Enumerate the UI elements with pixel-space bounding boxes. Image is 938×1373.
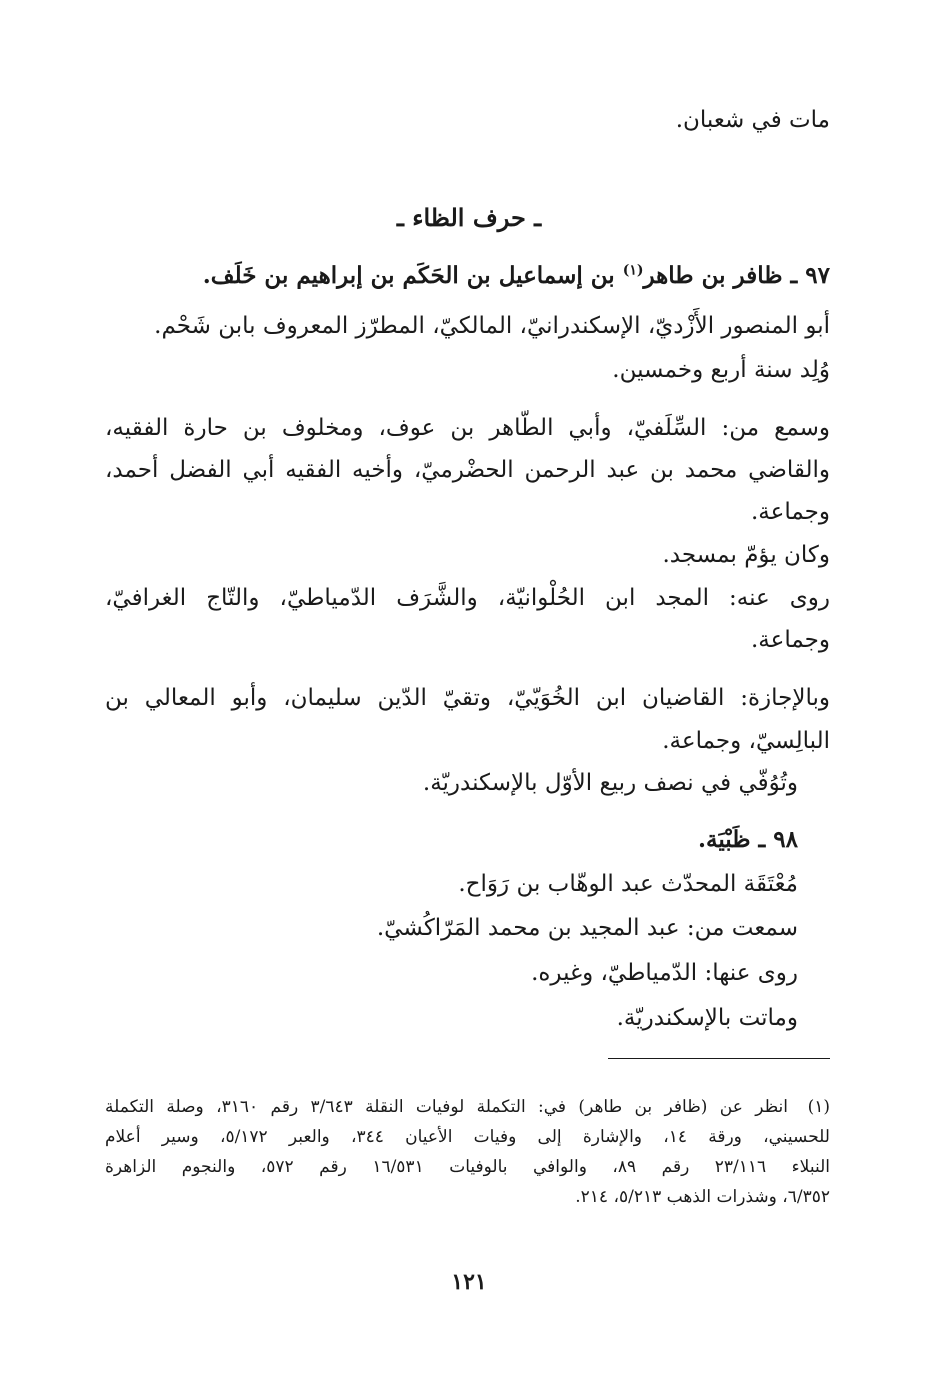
footnote-marker: (١) <box>622 262 644 279</box>
entry-98-line: سمعت من: عبد المجيد بن محمد المَرّاكُشيّ. <box>376 915 798 941</box>
entry-97-line: وُلِد سنة أربع وخمسين. <box>612 357 830 383</box>
entry-97-line: وجماعة. <box>751 499 830 525</box>
entry-97-line: وكان يؤمّ بمسجد. <box>662 542 830 568</box>
section-heading: ـ حرف الظاء ـ <box>396 203 542 232</box>
footnote-line: للحسيني، ورقة ١٤، والإشارة إلى وفيات الأعيان ٣٤٤، والعبر ٥/١٧٢، وسير أعلام <box>105 1127 830 1147</box>
footnote-separator <box>608 1058 830 1059</box>
footnote-number: (١) <box>807 1097 830 1117</box>
page-number: ١٢١ <box>451 1269 487 1295</box>
entry-97-header <box>105 256 830 296</box>
entry-98-line: مُعْتَقَة المحدّث عبد الوهّاب بن رَوَاح. <box>458 871 798 897</box>
entry-98-line: وماتت بالإسكندريّة. <box>616 1005 798 1031</box>
entry-97-name: ٩٧ ـ ظافر بن طاهر <box>643 262 830 289</box>
entry-97-line: وتُوُفّي في نصف ربيع الأوّل بالإسكندريّة. <box>422 770 798 796</box>
entry-97-lineage: بن إسماعيل بن الحَكَم بن إبراهيم بن خَلَف. <box>202 262 623 289</box>
footnote-line: النبلاء ٢٣/١١٦ رقم ٨٩، والوافي بالوفيات ١٦/٥٣١ رقم ٥٧٢، والنجوم الزاهرة <box>105 1157 830 1177</box>
entry-97-line: روى عنه: المجد ابن الحُلْوانيّة، والشَّرَف الدّمياطيّ، والتّاج الغرافيّ، <box>105 585 830 611</box>
entry-98-line: روى عنها: الدّمياطيّ، وغيره. <box>531 960 798 986</box>
entry-97-line: وجماعة. <box>751 627 830 653</box>
entry-97-line: وبالإجازة: القاضيان ابن الخُوَيّيّ، وتقيّ الدّين سليمان، وأبو المعالي بن <box>105 685 830 711</box>
entry-97-line: أبو المنصور الأَزْديّ، الإسكندرانيّ، المالكيّ، المطرّز المعروف بابن شَحْم. <box>154 313 830 339</box>
entry-97-line: البالِسيّ، وجماعة. <box>662 728 830 754</box>
footnote-line: انظر عن (ظافر بن طاهر) في: التكملة لوفيات النقلة ٣/٦٤٣ رقم ٣١٦٠، وصلة التكملة <box>105 1097 788 1117</box>
footnote-line: ٦/٣٥٢، وشذرات الذهب ٥/٢١٣، ٢١٤. <box>575 1187 830 1207</box>
entry-98-header: ٩٨ ـ ظَبْيَة. <box>698 826 798 853</box>
entry-97-line: وسمع من: السِّلَفيّ، وأبي الطّاهر بن عوف، ومخلوف بن حارة الفقيه، <box>105 415 830 441</box>
previous-entry-end: مات في شعبان. <box>675 107 830 133</box>
entry-97-line: والقاضي محمد بن عبد الرحمن الحضْرميّ، وأخيه الفقيه أبي الفضل أحمد، <box>105 457 830 483</box>
